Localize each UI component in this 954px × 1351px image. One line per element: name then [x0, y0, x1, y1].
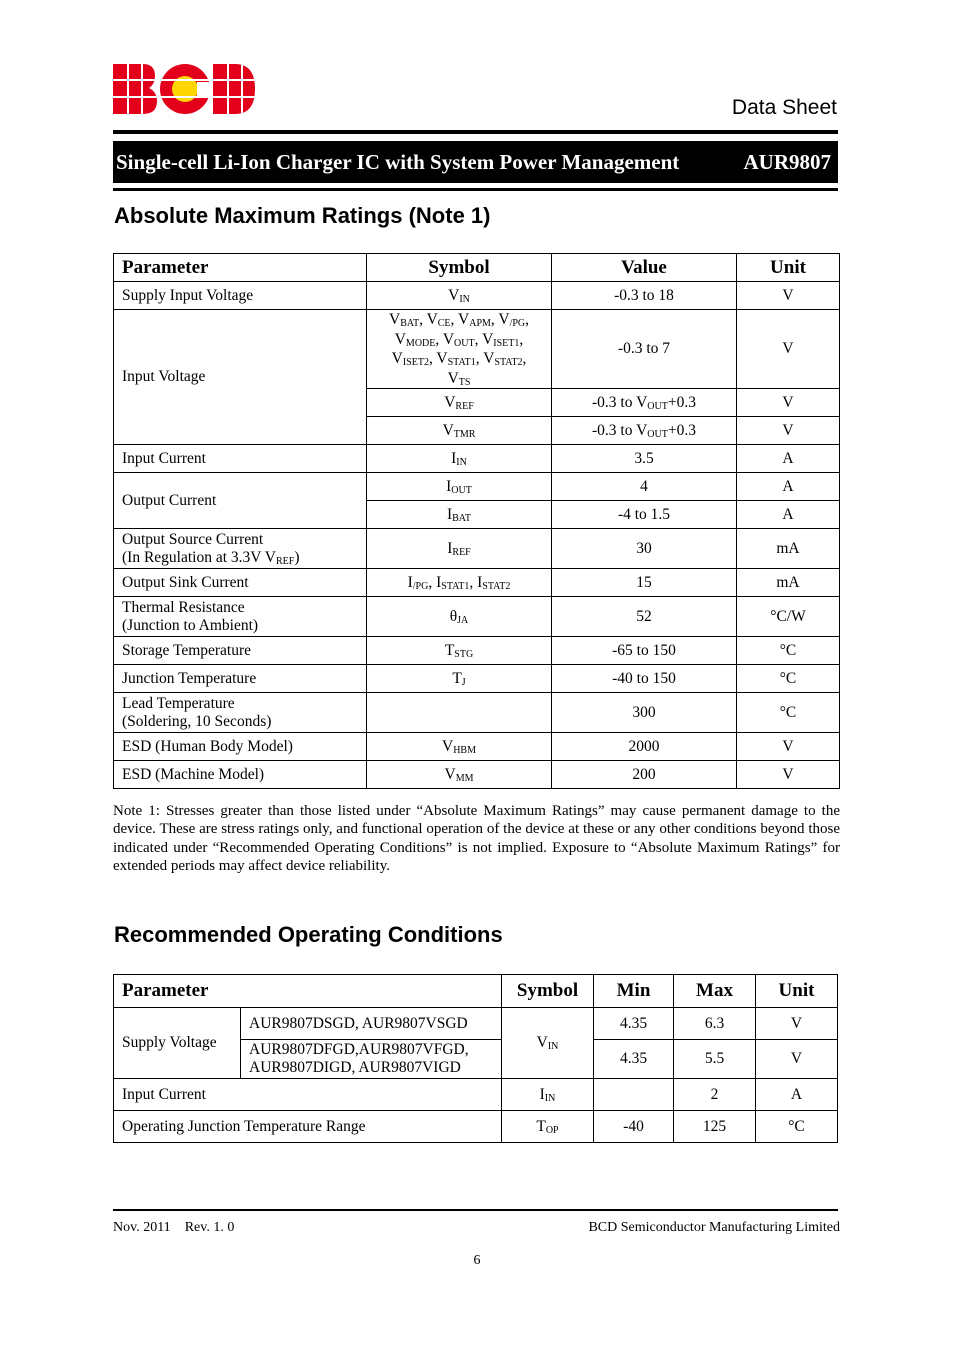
part-number: AUR9807: [743, 150, 831, 174]
title-bar: [113, 141, 838, 183]
unit-cell: A: [756, 1079, 838, 1111]
unit-cell: A: [737, 501, 840, 529]
value-cell: -65 to 150: [552, 637, 737, 665]
param-cell: Input Current: [114, 445, 367, 473]
param-cell: Input Voltage: [114, 310, 367, 445]
col-header: Value: [552, 254, 737, 282]
unit-cell: V: [756, 1040, 838, 1079]
symbol-cell: $V_{IN}$: [367, 282, 552, 310]
page-number: 6: [473, 1253, 481, 1268]
doc-type-label: Data Sheet: [731, 96, 837, 119]
value-cell: 3.5: [552, 445, 737, 473]
col-header: Unit: [756, 975, 838, 1008]
table-row: [114, 1008, 838, 1040]
table-row: [114, 637, 840, 665]
param-cell: Output Sink Current: [114, 569, 367, 597]
value-cell: -4 to 1.5: [552, 501, 737, 529]
param-cell: Storage Temperature: [114, 637, 367, 665]
symbol-cell: $V_{REF}$: [367, 389, 552, 417]
unit-cell: °C: [737, 637, 840, 665]
abs-max-table: [113, 253, 840, 789]
unit-cell: °C: [756, 1111, 838, 1143]
min-cell: [594, 1079, 674, 1111]
col-header: Max: [674, 975, 756, 1008]
value-cell: -0.3 to 18: [552, 282, 737, 310]
doc-title: Single-cell Li-Ion Charger IC with System Power Management: [116, 150, 680, 174]
unit-cell: V: [737, 761, 840, 789]
section-heading-abs-max: Absolute Maximum Ratings (Note 1): [114, 203, 491, 228]
col-header: Parameter: [114, 975, 502, 1008]
table-row: [114, 1079, 838, 1111]
table-row: [114, 693, 840, 733]
header-rule: [113, 130, 838, 134]
value-cell: -0.3 to $V_{OUT}+0.3$: [552, 389, 737, 417]
min-cell: 4.35: [594, 1008, 674, 1040]
unit-cell: A: [737, 445, 840, 473]
unit-cell: V: [737, 417, 840, 445]
param-cell: Thermal Resistance (Junction to Ambient): [114, 597, 367, 637]
symbol-cell: $V_{MM}$: [367, 761, 552, 789]
col-header: Symbol: [367, 254, 552, 282]
footer-company: BCD Semiconductor Manufacturing Limited: [588, 1220, 840, 1235]
unit-cell: mA: [737, 529, 840, 569]
col-header: Symbol: [502, 975, 594, 1008]
symbol-cell: $T_{STG}$: [367, 637, 552, 665]
table-row: [114, 597, 840, 637]
unit-cell: A: [737, 473, 840, 501]
value-cell: 30: [552, 529, 737, 569]
col-header: Min: [594, 975, 674, 1008]
table-row: [114, 569, 840, 597]
symbol-cell: $T_J$: [367, 665, 552, 693]
min-cell: -40: [594, 1111, 674, 1143]
value-cell: 2000: [552, 733, 737, 761]
unit-cell: V: [737, 389, 840, 417]
symbol-cell: $V_{IN}$: [502, 1008, 594, 1079]
section-heading-rec-op: Recommended Operating Conditions: [114, 922, 503, 947]
variant-cell: AUR9807DFGD,AUR9807VFGD, AUR9807DIGD, AUR9807VIGD: [241, 1040, 502, 1079]
param-cell: Supply Voltage: [114, 1008, 241, 1079]
unit-cell: °C: [737, 665, 840, 693]
symbol-cell: $I_{BAT}$: [367, 501, 552, 529]
variant-cell: AUR9807DSGD, AUR9807VSGD: [241, 1008, 502, 1040]
symbol-cell: $\theta_{JA}$: [367, 597, 552, 637]
value-cell: -0.3 to 7: [552, 310, 737, 389]
table-row: [114, 761, 840, 789]
unit-cell: °C/W: [737, 597, 840, 637]
unit-cell: °C: [737, 693, 840, 733]
table-row: [114, 1111, 838, 1143]
symbol-cell: $I_{REF}$: [367, 529, 552, 569]
table-row: [114, 282, 840, 310]
symbol-cell: $T_{OP}$: [502, 1111, 594, 1143]
symbol-cell: [367, 693, 552, 733]
value-cell: 52: [552, 597, 737, 637]
col-header: Parameter: [114, 254, 367, 282]
table-row: [114, 529, 840, 569]
value-cell: -0.3 to $V_{OUT}+0.3$: [552, 417, 737, 445]
symbol-cell: $I_{IN}$: [502, 1079, 594, 1111]
param-cell: Operating Junction Temperature Range: [114, 1111, 502, 1143]
param-cell: ESD (Human Body Model): [114, 733, 367, 761]
table-row: [114, 445, 840, 473]
param-cell: Supply Input Voltage: [114, 282, 367, 310]
unit-cell: V: [737, 733, 840, 761]
footer-date-rev: Nov. 2011 Rev. 1. 0: [113, 1220, 235, 1235]
min-cell: 4.35: [594, 1040, 674, 1079]
header-rule-2: [113, 188, 838, 191]
unit-cell: V: [737, 310, 840, 389]
value-cell: 4: [552, 473, 737, 501]
symbol-cell: $I_{/PG}$, $I_{STAT1}$, $I_{STAT2}$: [367, 569, 552, 597]
table-row: [114, 665, 840, 693]
symbol-cell: $I_{IN}$: [367, 445, 552, 473]
param-cell: Output Source Current (In Regulation at 3.3V $V_{REF}$): [114, 529, 367, 569]
table-row: [114, 473, 840, 501]
max-cell: 2: [674, 1079, 756, 1111]
table-header-row: [114, 254, 840, 282]
symbol-cell: $V_{HBM}$: [367, 733, 552, 761]
col-header: Unit: [737, 254, 840, 282]
footer-rule: [113, 1209, 838, 1211]
max-cell: 5.5: [674, 1040, 756, 1079]
table-header-row: [114, 975, 838, 1008]
bcd-logo: [113, 64, 255, 114]
value-cell: 200: [552, 761, 737, 789]
param-cell: ESD (Machine Model): [114, 761, 367, 789]
symbol-cell: $I_{OUT}$: [367, 473, 552, 501]
unit-cell: V: [756, 1008, 838, 1040]
table-row: [114, 310, 840, 389]
unit-cell: V: [737, 282, 840, 310]
table-row: [114, 733, 840, 761]
param-cell: Input Current: [114, 1079, 502, 1111]
value-cell: 15: [552, 569, 737, 597]
param-cell: Junction Temperature: [114, 665, 367, 693]
max-cell: 125: [674, 1111, 756, 1143]
param-cell: Output Current: [114, 473, 367, 529]
value-cell: 300: [552, 693, 737, 733]
symbol-cell: $V_{TMR}$: [367, 417, 552, 445]
param-cell: Lead Temperature (Soldering, 10 Seconds): [114, 693, 367, 733]
symbol-cell: $V_{BAT}$, $V_{CE}$, $V_{APM}$, $V_{/PG}$, $V_{MODE}$, $V_{OUT}$, $V_{ISET1}$, $V_{ISET2}$, $V_{STAT1}$, $V_{STAT2}$, $V_{TS}$: [367, 310, 552, 389]
rec-op-table: [113, 974, 838, 1143]
max-cell: 6.3: [674, 1008, 756, 1040]
note-paragraph: Note 1: Stresses greater than those listed under “Absolute Maximum Ratings” may cause permanent damage to the device. These are stress ratings only, and functional operation of the device at these or any other conditions beyond those indicated under “Recommended Operating Conditions” is not implied. Exposure to “Absolute Maximum Ratings” for extended periods may affect device reliability.: [113, 803, 840, 874]
value-cell: -40 to 150: [552, 665, 737, 693]
unit-cell: mA: [737, 569, 840, 597]
